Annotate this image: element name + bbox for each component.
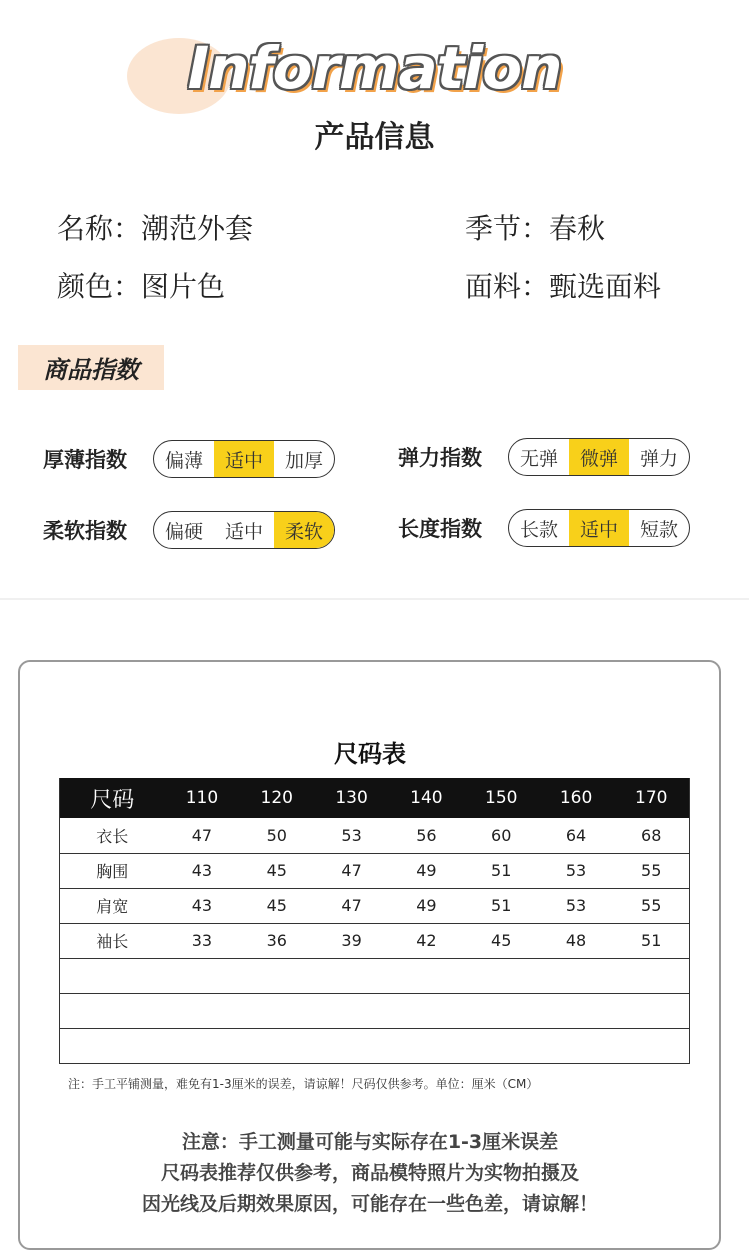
table-cell: 51 [613,923,689,958]
info-name: 名称：潮范外套 [57,212,254,245]
section-title-index: 商品指数 [18,345,164,390]
index-option: 适中 [224,520,263,543]
index-label: 长度指数 [398,517,482,541]
index-elasticity [398,438,690,476]
index-option-selected: 适中 [214,441,274,477]
header [0,0,749,170]
table-row-empty [60,958,690,993]
table-cell: 肩宽 [60,888,165,923]
size-chart-title: 尺码表 [334,740,406,768]
table-cell: 51 [464,853,539,888]
size-chart-card [18,660,721,1250]
table-cell: 56 [389,818,464,853]
measurement-note: 注：手工平铺测量，难免有1-3厘米的误差，请谅解！尺码仅供参考。单位：厘米（CM） [68,1077,539,1091]
table-cell: 55 [613,888,689,923]
table-cell: 53 [539,853,614,888]
notice-line: 尺码表推荐仅供参考，商品模特照片为实物拍摄及 [160,1162,579,1184]
table-cell: 47 [314,853,389,888]
table-header-cell: 130 [314,778,389,818]
table-header-cell: 170 [613,778,689,818]
notice-text [20,1127,720,1220]
table-header-cell: 尺码 [60,778,165,818]
table-row [60,853,690,888]
index-option: 弹力 [639,447,678,470]
index-option: 偏薄 [164,449,203,472]
index-scale [153,511,335,549]
index-option: 长款 [519,518,558,541]
table-cell: 50 [239,818,314,853]
table-header-cell: 150 [464,778,539,818]
table-cell: 36 [239,923,314,958]
index-softness [43,511,335,549]
table-cell: 68 [613,818,689,853]
notice-line: 因光线及后期效果原因，可能存在一些色差，请谅解！ [141,1193,598,1215]
index-option-selected: 微弹 [569,439,629,475]
table-header-row [60,778,690,818]
table-cell: 33 [165,923,240,958]
table-cell: 53 [539,888,614,923]
table-header-cell: 140 [389,778,464,818]
index-option-selected: 柔软 [274,512,334,548]
index-scale [508,438,690,476]
table-cell: 45 [239,853,314,888]
table-cell: 51 [464,888,539,923]
title-english: Information [187,34,562,102]
info-season: 季节：春秋 [465,212,606,245]
info-color: 颜色：图片色 [57,270,226,303]
table-row [60,888,690,923]
index-label: 弹力指数 [398,446,482,470]
table-cell: 48 [539,923,614,958]
table-cell: 49 [389,853,464,888]
table-cell: 43 [165,853,240,888]
table-row [60,923,690,958]
index-option: 短款 [639,518,678,541]
table-cell: 53 [314,818,389,853]
size-table [59,778,690,1064]
table-cell-empty [60,993,690,1028]
table-cell: 衣长 [60,818,165,853]
table-cell-empty [60,1028,690,1063]
table-cell: 45 [464,923,539,958]
table-cell: 袖长 [60,923,165,958]
table-header-cell: 160 [539,778,614,818]
index-option: 加厚 [284,449,323,472]
table-cell: 胸围 [60,853,165,888]
table-cell: 47 [314,888,389,923]
index-thickness [43,440,335,478]
table-cell: 64 [539,818,614,853]
index-scale [508,509,690,547]
table-row-empty [60,1028,690,1063]
table-cell: 45 [239,888,314,923]
index-scale [153,440,335,478]
index-option: 偏硬 [164,520,203,543]
index-option: 无弹 [519,447,558,470]
index-label: 厚薄指数 [43,448,127,472]
index-option-selected: 适中 [569,510,629,546]
table-cell-empty [60,958,690,993]
table-header-cell: 120 [239,778,314,818]
index-length [398,509,690,547]
table-cell: 55 [613,853,689,888]
notice-line: 注意：手工测量可能与实际存在1-3厘米误差 [181,1131,559,1153]
table-cell: 42 [389,923,464,958]
table-cell: 39 [314,923,389,958]
index-label: 柔软指数 [43,519,127,543]
table-cell: 47 [165,818,240,853]
table-cell: 49 [389,888,464,923]
table-cell: 60 [464,818,539,853]
divider [0,598,749,600]
title-chinese: 产品信息 [314,120,435,155]
table-row-empty [60,993,690,1028]
table-cell: 43 [165,888,240,923]
info-fabric: 面料：甄选面料 [465,270,662,303]
table-row [60,818,690,853]
table-header-cell: 110 [165,778,240,818]
